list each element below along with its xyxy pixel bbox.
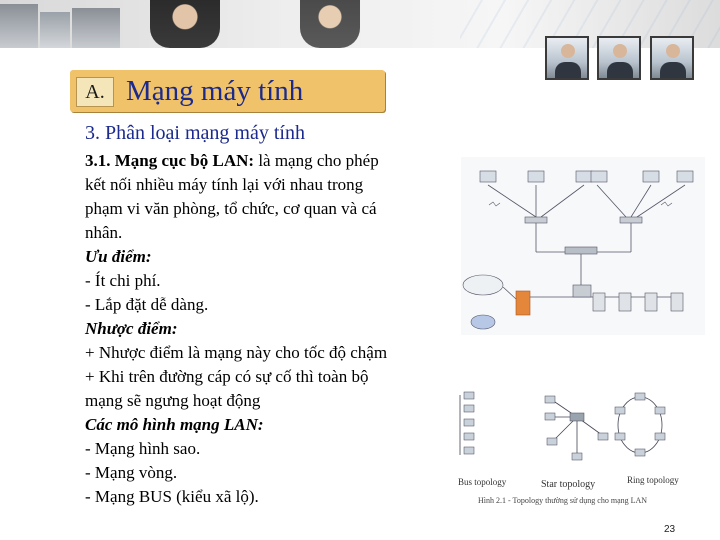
- disadvantage-line: + Khi trên đường cáp có sự cố thì toàn bộ: [85, 367, 369, 386]
- computer-icon: [598, 433, 608, 440]
- computer-icon: [677, 171, 693, 182]
- computer-icon: [480, 171, 496, 182]
- firewall-icon: [516, 291, 530, 315]
- switch-icon: [620, 217, 642, 223]
- topology-item: - Mạng hình sao.: [85, 439, 201, 458]
- computer-icon: [464, 392, 474, 399]
- lan-network-diagram: [461, 157, 705, 335]
- computer-icon: [655, 407, 665, 414]
- computer-icon: [464, 433, 474, 440]
- computer-icon: [615, 433, 625, 440]
- person-photo: [150, 0, 220, 48]
- building-image: [72, 8, 120, 48]
- lan-definition-line: [85, 149, 445, 173]
- computer-icon: [591, 171, 607, 182]
- computer-icon: [545, 396, 555, 403]
- lan-definition-first: là mạng cho phép: [254, 151, 379, 170]
- advantages-heading: Ưu điểm:: [85, 247, 152, 266]
- computer-icon: [528, 171, 544, 182]
- computer-icon: [655, 433, 665, 440]
- computer-icon: [635, 393, 645, 400]
- section-subtitle: 3. Phân loại mạng máy tính: [85, 122, 305, 144]
- bus-topology-label: Bus topology: [458, 477, 507, 487]
- thumbnail-photo: [650, 36, 694, 80]
- page-title: Mạng máy tính: [126, 75, 304, 107]
- star-topology-label: Star topology: [541, 479, 596, 490]
- server-icon: [645, 293, 657, 311]
- internet-cloud-icon: [463, 275, 503, 295]
- disadvantages-heading: Nhược điểm:: [85, 319, 178, 338]
- computer-icon: [464, 405, 474, 412]
- switch-icon: [565, 247, 597, 254]
- computer-icon: [545, 413, 555, 420]
- computer-icon: [572, 453, 582, 460]
- lan-definition-line: nhân.: [85, 223, 123, 242]
- topology-item: - Mạng vòng.: [85, 463, 178, 482]
- disadvantage-line: mạng sẽ ngưng hoạt động: [85, 391, 261, 410]
- computer-icon: [576, 171, 592, 182]
- topologies-heading: Các mô hình mạng LAN:: [85, 415, 264, 434]
- building-image: [0, 4, 38, 48]
- server-icon: [619, 293, 631, 311]
- section-letter: A.: [76, 77, 114, 107]
- lan-definition-line: kết nối nhiều máy tính lại với nhau trong: [85, 175, 364, 194]
- body-text: [85, 149, 445, 509]
- server-icon: [593, 293, 605, 311]
- advantage-item: - Ít chi phí.: [85, 271, 161, 290]
- switch-icon: [525, 217, 547, 223]
- router-icon: [573, 285, 591, 297]
- computer-icon: [464, 419, 474, 426]
- computer-icon: [643, 171, 659, 182]
- ring-topology-label: Ring topology: [627, 475, 679, 485]
- hub-icon: [570, 413, 584, 421]
- lan-topologies-figure: [452, 385, 679, 515]
- computer-icon: [615, 407, 625, 414]
- server-icon: [671, 293, 683, 311]
- disadvantage-line: + Nhược điểm là mạng này cho tốc độ chậm: [85, 343, 388, 362]
- computer-icon: [635, 449, 645, 456]
- thumbnail-photo: [545, 36, 589, 80]
- figure-caption: Hình 2.1 - Topology thường sử dụng cho mạng LAN: [478, 496, 648, 505]
- thumbnail-photo: [597, 36, 641, 80]
- person-photo: [300, 0, 360, 48]
- vpn-cloud-icon: [471, 315, 495, 329]
- lan-definition-line: phạm vi văn phòng, tổ chức, cơ quan và cá: [85, 199, 377, 218]
- title-bar: [70, 70, 385, 112]
- lan-heading: 3.1. Mạng cục bộ LAN:: [85, 151, 255, 170]
- topology-item: - Mạng BUS (kiểu xã lộ).: [85, 487, 259, 506]
- advantage-item: - Lắp đặt dễ dàng.: [85, 295, 209, 314]
- page-number: 23: [664, 524, 676, 535]
- computer-icon: [547, 438, 557, 445]
- computer-icon: [464, 447, 474, 454]
- building-image: [40, 12, 70, 48]
